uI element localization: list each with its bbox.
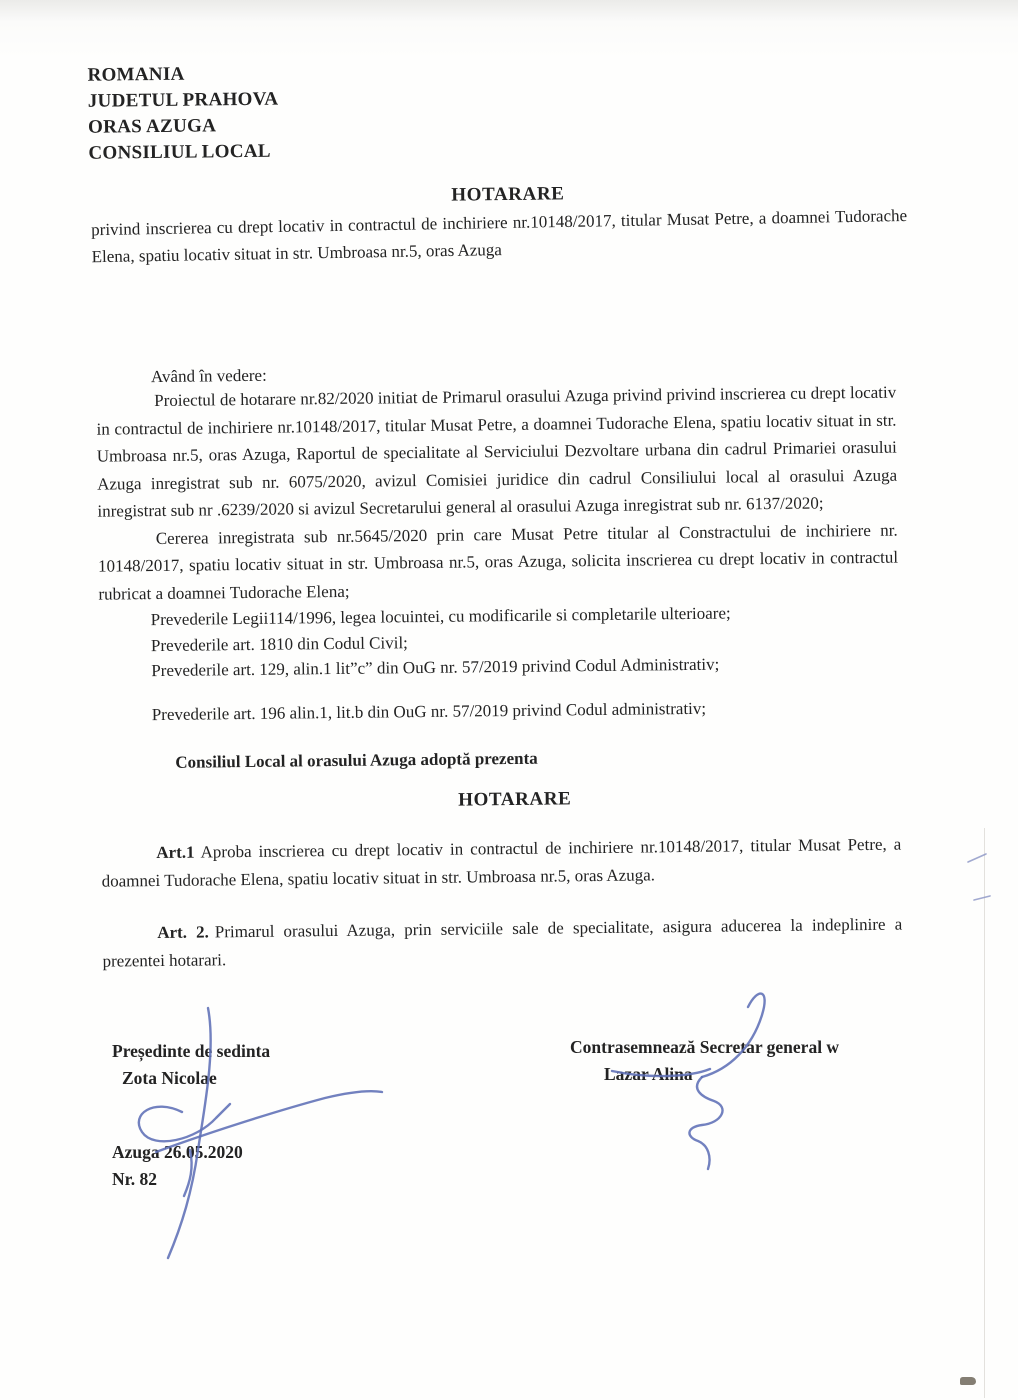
provision-civil-code: Prevederile art. 1810 din Codul Civil; <box>150 632 408 655</box>
article-2-label: Art. 2. <box>157 922 209 943</box>
enacting-title: HOTARARE <box>458 788 572 811</box>
scan-ink-specks <box>960 848 1000 928</box>
article-1-text: Aproba inscrierea cu drept locativ in contractul de inchiriere nr.10148/2017, titular Musat Petre, a doamnei Tudorache Elena, spatiu locativ situat in str. Umbroasa nr.5, oras Azuga. <box>101 834 902 891</box>
signature-block-president <box>112 1038 270 1193</box>
document-subtitle: privind inscrierea cu drept locativ in contractul de inchiriere nr.10148/2017, titular Musat Petre, a doamnei Tudorache Elena, spatiu locativ situat in str. Umbroasa nr.5, oras Azuga <box>91 205 908 267</box>
article-1-label: Art.1 <box>156 842 195 863</box>
president-name: Zota Nicolae <box>122 1068 217 1088</box>
document-title: HOTARARE <box>451 183 565 206</box>
header-county: JUDETUL PRAHOVA <box>87 88 279 112</box>
preamble-paragraph-project: Proiectul de hotarare nr.82/2020 initiat de Primarul orasului Azuga privind privind inscrierea cu drept locativ in contractul de inchiriere nr.10148/2017, titular Musat Petre, a doamnei Tudorache Elena, spatiu locativ situat in str. Umbroasa nr.5, oras Azuga, Raportul de specialitate al Serviciului Dezvoltare urbana din cadrul Primariei orasului Azuga inregistrat sub nr. 6075/2020, avizul Comisiei juridice din cadrul Consiliului local al orasului Azuga inregistrat sub nr .6239/2020 si avizul Secretarului general al orasului Azuga inregistrat sub nr. 6137/2020; <box>96 382 898 521</box>
president-role-label: Președinte de sedinta <box>112 1041 271 1061</box>
header-country: ROMANIA <box>87 63 185 86</box>
scan-bottom-speck <box>960 1377 976 1385</box>
document-number: Nr. 82 <box>112 1169 158 1189</box>
article-1 <box>101 831 902 896</box>
preamble-heading: Având în vedere: <box>150 365 267 387</box>
preamble-paragraph-request: Cererea inregistrata sub nr.5645/2020 prin care Musat Petre titular al Constractului de inchiriere nr. 10148/2017, spatiu locativ situat in str. Umbroasa nr.5, oras Azuga, solicita inscrierea cu drept locativ in contractul rubricat a doamnei Tudorache Elena; <box>97 520 899 604</box>
article-2 <box>102 911 903 976</box>
provision-art-129: Prevederile art. 129, alin.1 lit”c” din OuG nr. 57/2019 privind Codul Administrativ; <box>151 654 720 681</box>
document-place-date: Azuga 26.05.2020 <box>112 1142 243 1162</box>
secretary-name: Lazar Alina <box>604 1064 693 1084</box>
provision-law-114: Prevederile Legii114/1996, legea locuintei, cu modificarile si completarile ulterioare; <box>150 603 731 630</box>
issuing-authority-header <box>87 52 1016 167</box>
provision-art-196: Prevederile art. 196 alin.1, lit.b din OuG nr. 57/2019 privind Codul administrativ; <box>151 698 707 724</box>
signature-block-secretary <box>570 1034 839 1088</box>
header-town: ORAS AZUGA <box>87 115 217 138</box>
adoption-formula: Consiliul Local al orasului Azuga adoptă prezenta <box>175 748 538 772</box>
article-2-text: Primarul orasului Azuga, prin serviciile sale de specialitate, asigura aducerea la indeplinire a prezentei hotarari. <box>102 914 903 971</box>
secretary-role-label: Contrasemnează Secretar general w <box>570 1037 840 1057</box>
header-council: CONSILIUL LOCAL <box>88 140 271 164</box>
